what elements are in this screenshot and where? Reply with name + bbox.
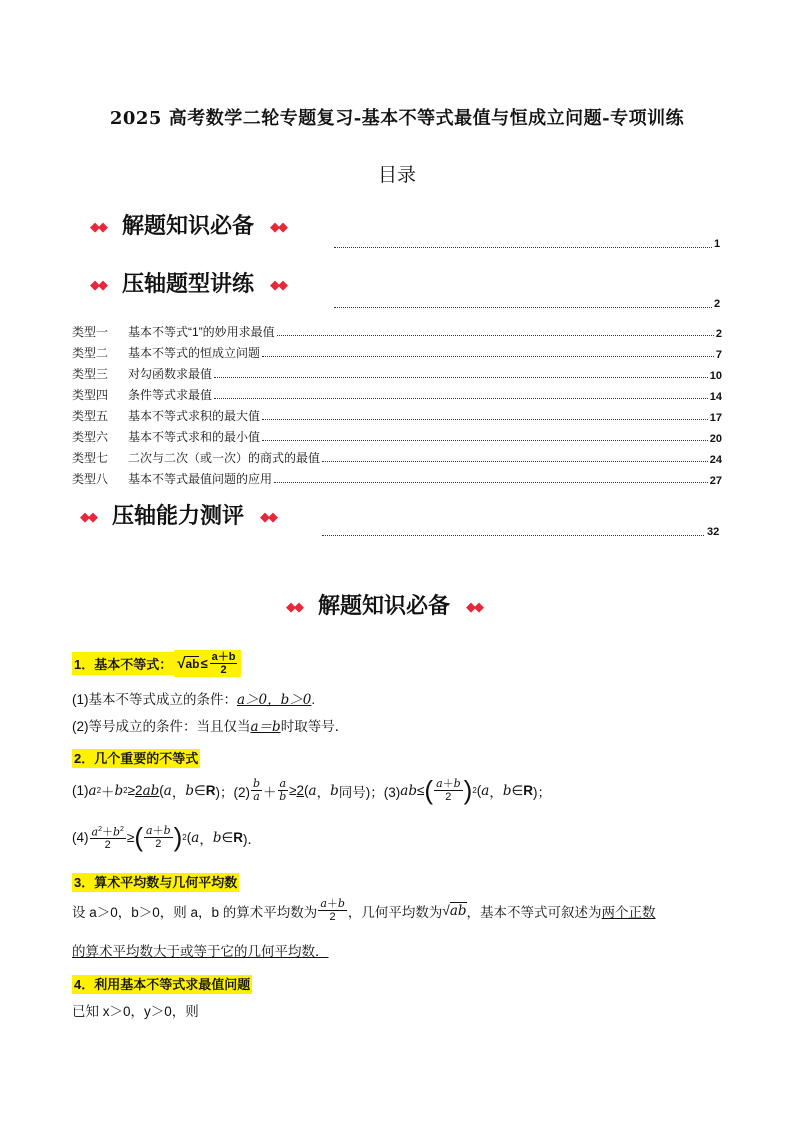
section-banner: ◆◆ 解题知识必备 ◆◆ <box>280 592 488 622</box>
diamond-icon: ◆◆ <box>286 599 302 615</box>
formula-line-1: (1) a 2 ＋ b 2 ≥ 2ab ( a ， b ∈ R )；(2) $\frac{b}{a}$ ＋ $\frac{a}{b}$ ≥ 2 ( a ， b 同号)；(3) ab ≤ ( a＋b 2 ) 2 ( a ， b ∈ R )； <box>72 775 552 805</box>
diamond-icon: ◆◆ <box>260 509 277 525</box>
paragraph-means: 设 a＞0，b＞0，则 a，b 的算术平均数为 a＋b 2 ，几何平均数为 √ab ，基本不等式可叙述为 两个正数 <box>72 897 656 923</box>
formula-line-2: (4) $a^2+b^2$ 2 ≥ ( a＋b 2 ) 2 ( a ， b ∈ R )． <box>72 822 261 852</box>
toc-section-3-banner[interactable] <box>74 502 282 532</box>
diamond-icon: ◆◆ <box>270 277 287 293</box>
diamond-icon: ◆◆ <box>270 219 287 235</box>
document-title: 2025 高考数学二轮专题复习-基本不等式最值与恒成立问题-专项训练 <box>109 108 685 129</box>
toc-leader <box>322 535 704 536</box>
toc-page-number: 1 <box>714 238 721 250</box>
toc-section-1-label: 解题知识必备 <box>122 214 255 239</box>
toc-entry[interactable]: 类型八 基本不等式最值问题的应用 27 <box>72 472 722 487</box>
toc-heading: 目录 <box>377 164 416 186</box>
toc-leader <box>334 247 712 248</box>
toc-entry[interactable]: 类型二 基本不等式的恒成立问题 7 <box>72 346 722 361</box>
toc-entry[interactable]: 类型一 基本不等式“1”的妙用求最值 2 <box>72 325 722 340</box>
heading-4: 4．利用基本不等式求最值问题 <box>74 977 251 992</box>
heading-1: 1．基本不等式： √ ab ≤ $\frac{a+b}{2}$ <box>72 650 241 677</box>
toc-section-2-label: 压轴题型讲练 <box>122 272 255 297</box>
toc-page-number: 2 <box>714 298 721 310</box>
toc-entry[interactable]: 类型七 二次与二次（或一次）的商式的最值 24 <box>72 451 722 466</box>
heading-2: 2．几个重要的不等式 <box>74 751 199 766</box>
paragraph-means-cont: 的算术平均数大于或等于它的几何平均数． <box>72 944 329 959</box>
diamond-icon: ◆◆ <box>466 599 483 615</box>
paragraph-condition: (1)基本不等式成立的条件：a＞0，b＞0. <box>72 692 316 708</box>
diamond-icon: ◆◆ <box>80 509 96 525</box>
toc-page-number: 32 <box>707 526 720 538</box>
formula-basic-inequality: √ ab ≤ $\frac{a+b}{2}$ <box>174 650 241 677</box>
toc-entry[interactable]: 类型六 基本不等式求和的最小值 20 <box>72 430 722 445</box>
toc-section-1-banner[interactable] <box>84 212 292 242</box>
heading-3: 3．算术平均数与几何平均数 <box>74 875 238 890</box>
toc-leader <box>334 307 712 308</box>
toc-entry[interactable]: 类型五 基本不等式求积的最大值 17 <box>72 409 722 424</box>
toc-entry[interactable]: 类型四 条件等式求最值 14 <box>72 388 722 403</box>
paragraph-equality: (2)等号成立的条件：当且仅当a＝b时取等号． <box>72 719 349 735</box>
diamond-icon: ◆◆ <box>90 219 106 235</box>
paragraph-given: 已知 x＞0，y＞0，则 <box>72 1004 199 1019</box>
toc-section-3-label: 压轴能力测评 <box>112 504 245 529</box>
toc-entry[interactable]: 类型三 对勾函数求最值 10 <box>72 367 722 382</box>
diamond-icon: ◆◆ <box>90 277 106 293</box>
toc-section-2-banner[interactable] <box>84 270 292 300</box>
